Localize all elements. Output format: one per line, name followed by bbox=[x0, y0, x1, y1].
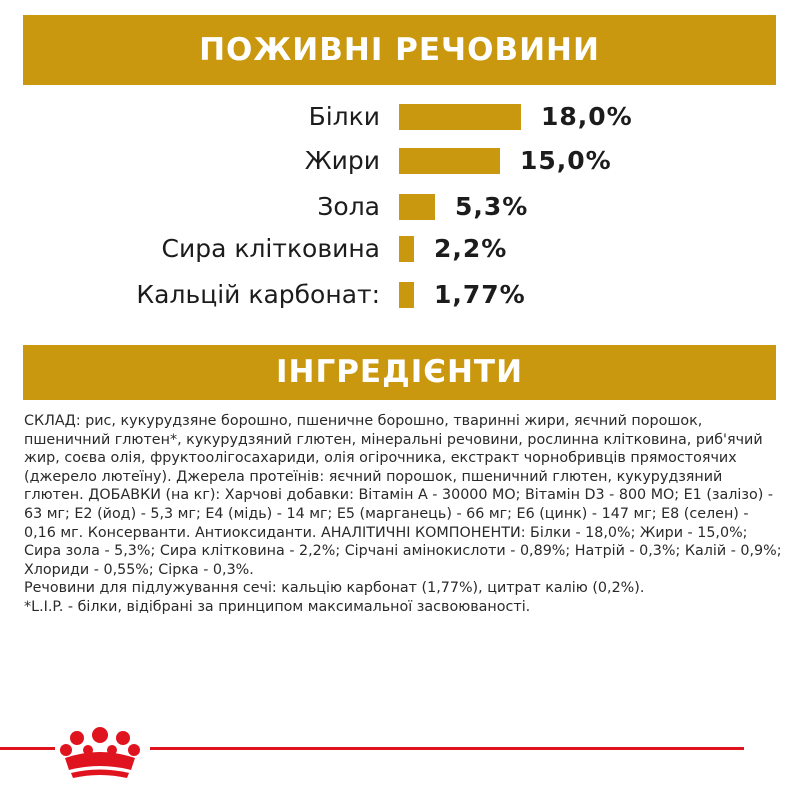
nutrient-value: 18,0% bbox=[541, 102, 633, 131]
nutrient-row bbox=[0, 278, 800, 312]
nutrient-bar bbox=[399, 104, 521, 130]
nutrient-label: Зола bbox=[317, 192, 380, 221]
royal-crown-icon bbox=[55, 726, 145, 780]
nutrient-value: 5,3% bbox=[455, 192, 529, 221]
nutrient-row bbox=[0, 232, 800, 266]
nutrient-bar bbox=[399, 148, 500, 174]
lip-footnote: *L.I.P. - білки, відібрані за принципом максимальної засвоюваності. bbox=[24, 598, 531, 615]
nutrients-title: ПОЖИВНІ РЕЧОВИНИ bbox=[199, 32, 600, 68]
nutrient-row bbox=[0, 190, 800, 224]
nutrients-title-banner bbox=[23, 15, 776, 85]
nutrient-label: Жири bbox=[304, 146, 380, 175]
nutrient-bar bbox=[399, 194, 435, 220]
ingredients-title-banner bbox=[23, 345, 776, 400]
nutrient-value: 15,0% bbox=[520, 146, 612, 175]
composition-text bbox=[24, 412, 784, 617]
footer-red-line-left bbox=[0, 747, 55, 750]
ingredients-title: ІНГРЕДІЄНТИ bbox=[275, 354, 524, 390]
nutrient-row bbox=[0, 144, 800, 178]
nutrient-label: Кальцій карбонат: bbox=[136, 280, 380, 309]
nutrient-label: Білки bbox=[308, 102, 380, 131]
nutrient-row bbox=[0, 100, 800, 134]
composition-paragraph: СКЛАД: рис, кукурудзяне борошно, пшеничне борошно, тваринні жири, яєчний порошок, пшеничний глютен*, кукурудзяний глютен, мінеральні речовини, рослинна клітковина, риб'ячий жир, соєва олія, фруктоолігосахариди, олія огірочника, екстракт чорнобривців прямостоячих (джерело лютеїну). Джерела протеїнів: яєчний порошок, пшеничний глютен, кукурудзяний глютен. ДОБАВКИ (на кг): Харчові добавки: Вітамін А - 30000 МО; Вітамін D3 - 800 МО; Е1 (залізо) - 63 мг; Е2 (йод) - 5,3 мг; Е4 (мідь) - 14 мг; Е5 (марганець) - 66 мг; Е6 (цинк) - 147 мг; Е8 (селен) - 0,16 мг. Консерванти. Антиоксиданти. АНАЛІТИЧНІ КОМПОНЕНТИ: Білки - 18,0%; Жири - 15,0%; Сира зола - 5,3%; Сира клітковина - 2,2%; Сірчані амінокислоти - 0,89%; Натрій - 0,3%; Калій - 0,9%; Хлориди - 0,55%; Сірка - 0,3%. bbox=[24, 413, 782, 578]
nutrient-bar bbox=[399, 282, 414, 308]
urine-alkalizing-note: Речовини для підлужування сечі: кальцію карбонат (1,77%), цитрат калію (0,2%). bbox=[24, 580, 645, 597]
nutrient-value: 2,2% bbox=[434, 234, 508, 263]
footer-red-line bbox=[150, 747, 744, 750]
nutrient-bar bbox=[399, 236, 414, 262]
nutrient-label: Сира клітковина bbox=[161, 234, 380, 263]
nutrient-value: 1,77% bbox=[434, 280, 526, 309]
